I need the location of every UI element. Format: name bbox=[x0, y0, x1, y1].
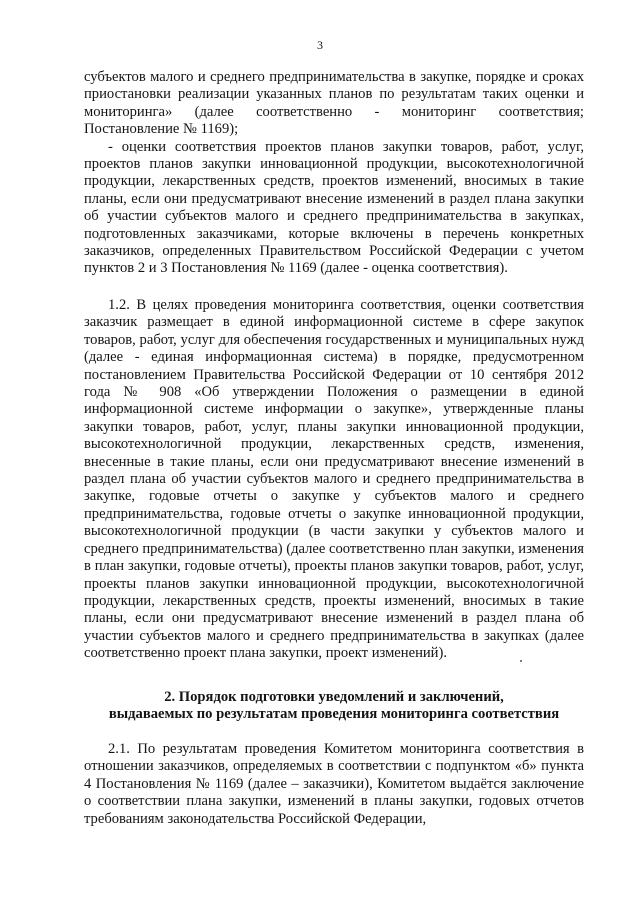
clause-1-2-block bbox=[84, 297, 584, 663]
clause-2-1-paragraph: 2.1. По результатам проведения Комитетом мониторинга соответствия в отношении заказчиков, определяемых в соответствии с подпунктом «б» пункта 4 Постановления № 1169 (далее – заказчики), Комитетом выдаётся заключение о соответствии плана закупки, изменений в планы закупки, годовых отчетов требованиям законодательства Российской Федерации, bbox=[84, 741, 584, 827]
page-number: 3 bbox=[317, 38, 323, 52]
clause-2-1-block bbox=[84, 741, 584, 828]
section-2-heading-line-2: выдаваемых по результатам проведения мониторинга соответствия bbox=[108, 706, 560, 723]
scan-speck bbox=[520, 660, 522, 662]
intro-block bbox=[84, 69, 584, 278]
section-2-heading-line-1: 2. Порядок подготовки уведомлений и заключений, bbox=[164, 689, 504, 705]
assessment-bullet-paragraph: - оценки соответствия проектов планов закупки товаров, работ, услуг, проектов планов закупки инновационной продукции, высокотехнологичной продукции, лекарственных средств, проектов изменений, вносимых в такие планы, если они предусматривают внесение изменений в раздел плана закупки об участии субъектов малого и среднего предпринимательства в закупках, подготовленных заказчиками, которые включены в перечень конкретных заказчиков, определенных Правительством Российской Федерации с учетом пунктов 2 и 3 Постановления № 1169 (далее - оценка соответствия). bbox=[84, 138, 584, 277]
section-2-heading bbox=[84, 689, 584, 724]
intro-continuation-paragraph: субъектов малого и среднего предпринимательства в закупке, порядке и сроках приостановки реализации указанных планов по результатам таких оценки и мониторинга» (далее соответственно - мониторинг соответствия; Постановление № 1169); bbox=[84, 69, 584, 138]
clause-1-2-paragraph: 1.2. В целях проведения мониторинга соответствия, оценки соответствия заказчик размещает в единой информационной системе в сфере закупок товаров, работ, услуг для обеспечения государственных и муниципальных нужд (далее - единая информационная система) в порядке, предусмотренном постановлением Правительства Российской Федерации от 10 сентября 2012 года № 908 «Об утверждении Положения о размещении в единой информационной системе информации о закупке», утвержденные планы закупки товаров, работ, услуг, планы закупки инновационной продукции, высокотехнологичной продукции, лекарственных средств, изменения, внесенные в такие планы, если они предусматривают внесение изменений в раздел плана об участии субъектов малого и среднего предпринимательства в закупке, годовые отчеты о закупке у субъектов малого и среднего предпринимательства, годовые отчеты о закупке инновационной продукции, высокотехнологичной продукции (в части закупки у субъектов малого и среднего предпринимательства) (далее соответственно план закупки, изменения в план закупки, годовые отчеты), проекты планов закупки товаров, работ, услуг, проекты планов закупки инновационной продукции, высокотехнологичной продукции, лекарственных средств, проекты изменений, вносимых в такие планы, если они предусматривают внесение изменений в раздел плана об участии субъектов малого и среднего предпринимательства в закупках (далее соответственно проект плана закупки, проект изменений). bbox=[84, 297, 584, 662]
